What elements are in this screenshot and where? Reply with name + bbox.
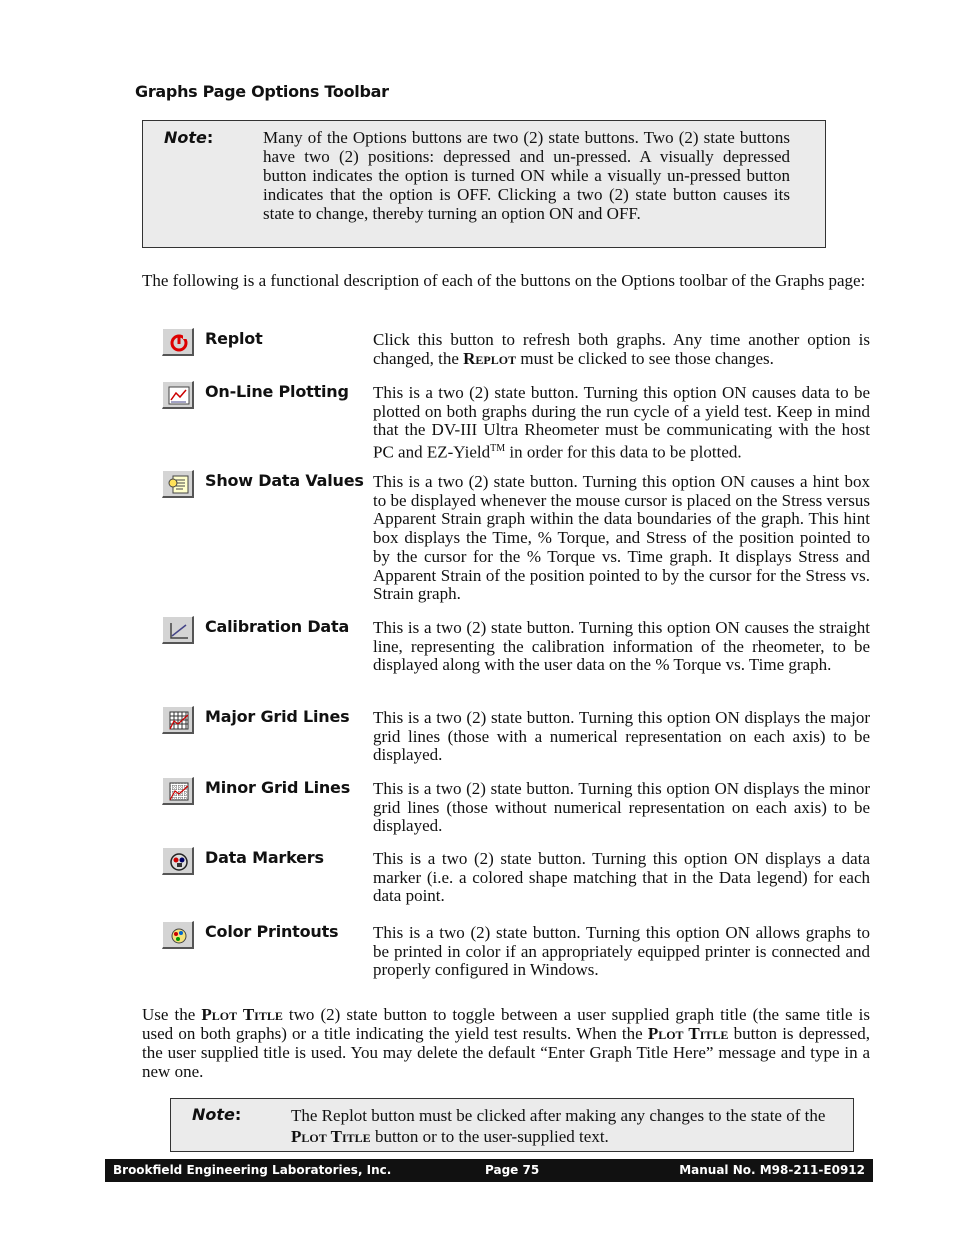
option-label: Major Grid Lines <box>205 707 350 726</box>
note-box-bottom <box>170 1098 854 1152</box>
calibration-data-icon <box>162 616 194 644</box>
note-label: Note: <box>192 1105 242 1124</box>
show-data-values-icon <box>162 470 194 498</box>
page-footer <box>105 1159 873 1182</box>
option-description: This is a two (2) state button. Turning this option ON displays a data marker (i.e. a colored shape matching that in the Data legend) for each data point. <box>373 849 870 906</box>
option-description: This is a two (2) state button. Turning this option ON displays the minor grid lines (those without numerical representation on each axis) to be displayed. <box>373 779 870 836</box>
note-text: The Replot button must be clicked after making any changes to the state of the Plot Title button or to the user-supplied text. <box>291 1106 826 1146</box>
option-label: Minor Grid Lines <box>205 778 351 797</box>
option-label: Calibration Data <box>205 617 350 636</box>
page-heading: Graphs Page Options Toolbar <box>135 82 389 101</box>
option-label: On-Line Plotting <box>205 382 349 401</box>
minor-grid-lines-icon <box>162 777 194 805</box>
note-box-top <box>142 120 826 248</box>
option-description: This is a two (2) state button. Turning this option ON causes a hint box to be displayed whenever the mouse cursor is placed on the Stress versus Apparent Strain graph within the data boundaries of the graph. This hint box displays the Time, % Torque, and Stress of the position pointed to by the cursor for the % Torque vs. Time graph. It displays Stress and Apparent Strain of the position pointed to by the cursor for the Stress vs. Strain graph. <box>373 472 870 604</box>
replot-icon <box>162 328 194 356</box>
plot-title-paragraph: Use the Plot Title two (2) state button to toggle between a user supplied graph title (the same title is used on both graphs) or a title indicating the yield test results. When the Plot Title button is depressed, the user supplied title is used. You may delete the default “Enter Graph Title Here” message and type in a new one. <box>142 1005 870 1081</box>
option-label: Color Printouts <box>205 922 339 941</box>
footer-manual-number: Manual No. M98-211-E0912 <box>679 1163 865 1177</box>
color-printouts-icon <box>162 921 194 949</box>
option-label: Replot <box>205 329 263 348</box>
data-markers-icon <box>162 847 194 875</box>
option-label: Data Markers <box>205 848 324 867</box>
online-plotting-icon <box>162 381 194 409</box>
option-description: Click this button to refresh both graphs. Any time another option is changed, the Replot must be clicked to see those changes. <box>373 330 870 368</box>
option-description: This is a two (2) state button. Turning this option ON causes data to be plotted on both graphs during the run cycle of a yield test. Keep in mind that the DV-III Ultra Rheometer must be communicating with the host PC and EZ-Yield™ in order for this data to be plotted. <box>373 383 870 462</box>
option-description: This is a two (2) state button. Turning this option ON causes the straight line, representing the calibration information of the rheometer, to be displayed along with the user data on the % Torque vs. Time graph. <box>373 618 870 675</box>
note-label: Note: <box>164 128 214 147</box>
option-description: This is a two (2) state button. Turning this option ON allows graphs to be printed in color if an appropriately equipped printer is connected and properly configured in Windows. <box>373 923 870 980</box>
footer-company: Brookfield Engineering Laboratories, Inc. <box>113 1163 392 1177</box>
intro-paragraph: The following is a functional description of each of the buttons on the Options toolbar of the Graphs page: <box>142 271 866 290</box>
major-grid-lines-icon <box>162 706 194 734</box>
option-description: This is a two (2) state button. Turning this option ON displays the major grid lines (those with a numerical representation on each axis) to be displayed. <box>373 708 870 765</box>
option-label: Show Data Values <box>205 471 364 490</box>
footer-page-number: Page 75 <box>485 1163 540 1177</box>
note-text: Many of the Options buttons are two (2) state buttons. Two (2) state buttons have two (2) positions: depressed and un-pressed. A visually depressed button indicates the option is turned ON while a visually un-pressed button indicates that the option is OFF. Clicking a two (2) state button causes its state to change, thereby turning an option ON and OFF. <box>263 128 790 223</box>
